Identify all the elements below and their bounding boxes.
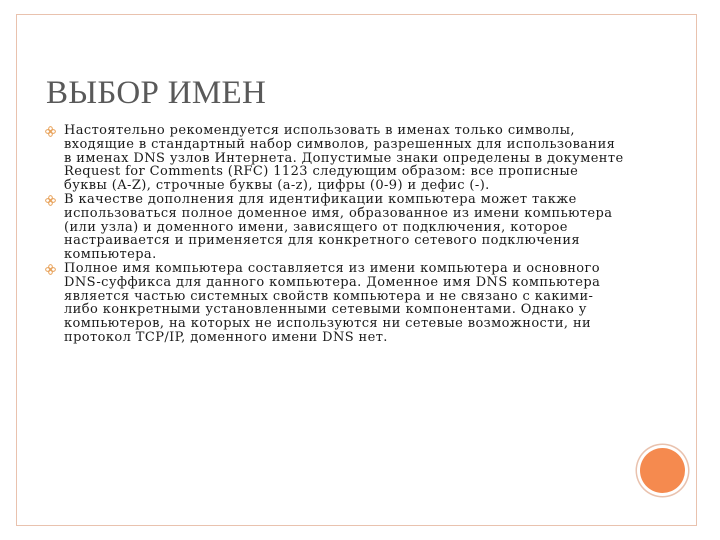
list-item <box>64 193 624 262</box>
flower-icon <box>45 195 56 206</box>
decorative-circle <box>640 448 685 493</box>
bullet-list <box>64 124 624 345</box>
list-item <box>64 262 624 345</box>
flower-icon <box>45 264 56 275</box>
slide-title: ВЫБОР ИМЕН <box>46 75 267 111</box>
flower-icon <box>45 126 56 137</box>
list-item <box>64 124 624 193</box>
bullet-text: Настоятельно рекомендуется использовать в именах только символы, входящие в стандартный набор символов, разрешенных для использования в именах DNS узлов Интернета. Допустимые знаки определены в документе Request for Comments (RFC) 1123 следующим образом: все прописные буквы (A-Z), строчные буквы (a-z), цифры (0-9) и дефис (-). <box>64 123 624 194</box>
bullet-text: Полное имя компьютера составляется из имени компьютера и основного DNS-суффикса для данного компьютера. Доменное имя DNS компьютера является частью системных свойств компьютера и не связано с какими-либо конкретными установленными сетевыми компонентами. Однако у компьютеров, на которых не используются ни сетевые возможности, ни протокол TCP/IP, доменного имени DNS нет. <box>64 260 601 345</box>
bullet-text: В качестве дополнения для идентификации компьютера может также использоваться полное доменное имя, образованное из имени компьютера (или узла) и доменного имени, зависящего от подключения, которое настраивается и применяется для конкретного сетевого подключения компьютера. <box>64 191 613 263</box>
